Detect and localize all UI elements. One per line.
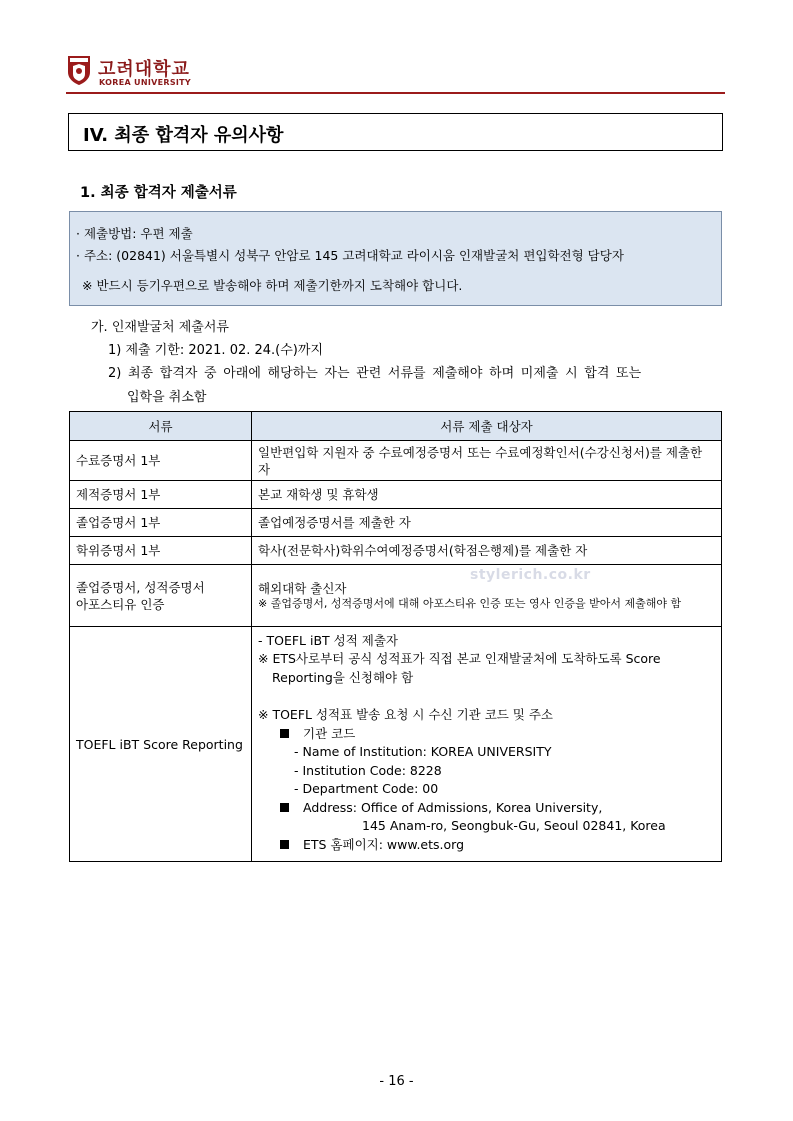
document-line: 졸업증명서, 성적증명서 — [76, 579, 205, 595]
table-row — [70, 537, 722, 565]
target-cell: 학사(전문학사)학위수여예정증명서(학점은행제)를 제출한 자 — [252, 537, 722, 565]
document-cell: 제적증명서 1부 — [70, 481, 252, 509]
item-deadline: 1) 제출 기한: 2021. 02. 24.(수)까지 — [108, 343, 323, 358]
toefl-line: 145 Anam-ro, Seongbuk-Gu, Seoul 02841, Korea — [362, 818, 666, 834]
table-row — [70, 441, 722, 481]
table-row — [70, 627, 722, 862]
logo-english-text: KOREA UNIVERSITY — [99, 78, 192, 87]
sub-heading: 1. 최종 합격자 제출서류 — [80, 185, 237, 201]
toefl-line: - Institution Code: 8228 — [294, 762, 442, 778]
info-notice: ※ 반드시 등기우편으로 발송해야 하며 제출기한까지 도착해야 합니다. — [82, 278, 463, 293]
toefl-line: 기관 코드 — [258, 725, 715, 744]
document-cell: 학위증명서 1부 — [70, 537, 252, 565]
subsection-ga: 가. 인재발굴처 제출서류 — [91, 320, 229, 335]
target-cell — [252, 627, 722, 862]
item-condition-line2: 입학을 취소함 — [127, 390, 207, 405]
page-header — [66, 52, 725, 94]
documents-table — [69, 411, 722, 862]
section-title-box — [68, 113, 723, 151]
toefl-line: - Name of Institution: KOREA UNIVERSITY — [294, 744, 552, 760]
toefl-line: ※ ETS사로부터 공식 성적표가 직접 본교 인재발굴처에 도착하도록 Score — [258, 651, 661, 667]
watermark: stylerich.co.kr — [470, 567, 591, 583]
square-bullet-icon — [280, 729, 289, 738]
header-divider — [66, 92, 725, 94]
target-cell: 본교 재학생 및 휴학생 — [252, 481, 722, 509]
target-cell: 일반편입학 지원자 중 수료예정증명서 또는 수료예정확인서(수강신청서)를 제출한 자 — [252, 441, 722, 481]
submission-info-box — [69, 211, 722, 306]
page-number: - 16 - — [379, 1074, 414, 1089]
logo-korean-text: 고려대학교 — [98, 59, 190, 80]
target-cell: 졸업예정증명서를 제출한 자 — [252, 509, 722, 537]
table-row — [70, 565, 722, 627]
document-line: 아포스티유 인증 — [76, 596, 165, 612]
document-cell — [70, 565, 252, 627]
item-condition-line1: 2) 최종 합격자 중 아래에 해당하는 자는 관련 서류를 제출해야 하며 미제출 시 합격 또는 — [108, 366, 642, 381]
document-cell: 졸업증명서 1부 — [70, 509, 252, 537]
apostille-note: ※ 졸업증명서, 성적증명서에 대해 아포스티유 인증 또는 영사 인증을 받아서 제출해야 함 — [258, 597, 682, 610]
document-cell: 수료증명서 1부 — [70, 441, 252, 481]
document-cell: TOEFL iBT Score Reporting — [70, 627, 252, 862]
section-title: IV. 최종 합격자 유의사항 — [83, 125, 284, 146]
square-bullet-icon — [280, 803, 289, 812]
info-method: · 제출방법: 우편 제출 — [76, 226, 193, 241]
toefl-line: ETS 홈페이지: www.ets.org — [258, 836, 715, 855]
toefl-line: - TOEFL iBT 성적 제출자 — [258, 632, 398, 648]
toefl-line: - Department Code: 00 — [294, 781, 439, 797]
spacer — [258, 687, 715, 706]
column-header-document: 서류 — [70, 412, 252, 441]
korea-university-emblem-icon — [66, 54, 92, 86]
toefl-line: Reporting을 신청해야 함 — [272, 669, 414, 685]
table-header-row — [70, 412, 722, 441]
square-bullet-icon — [280, 840, 289, 849]
toefl-line: ※ TOEFL 성적표 발송 요청 시 수신 기관 코드 및 주소 — [258, 707, 554, 723]
column-header-target: 서류 제출 대상자 — [252, 412, 722, 441]
info-address: · 주소: (02841) 서울특별시 성북구 안암로 145 고려대학교 라이시움 인재발굴처 편입학전형 담당자 — [76, 248, 624, 263]
target-text: 해외대학 출신자 — [258, 581, 347, 596]
table-row — [70, 509, 722, 537]
toefl-line: Address: Office of Admissions, Korea University, — [258, 799, 715, 818]
table-row — [70, 481, 722, 509]
